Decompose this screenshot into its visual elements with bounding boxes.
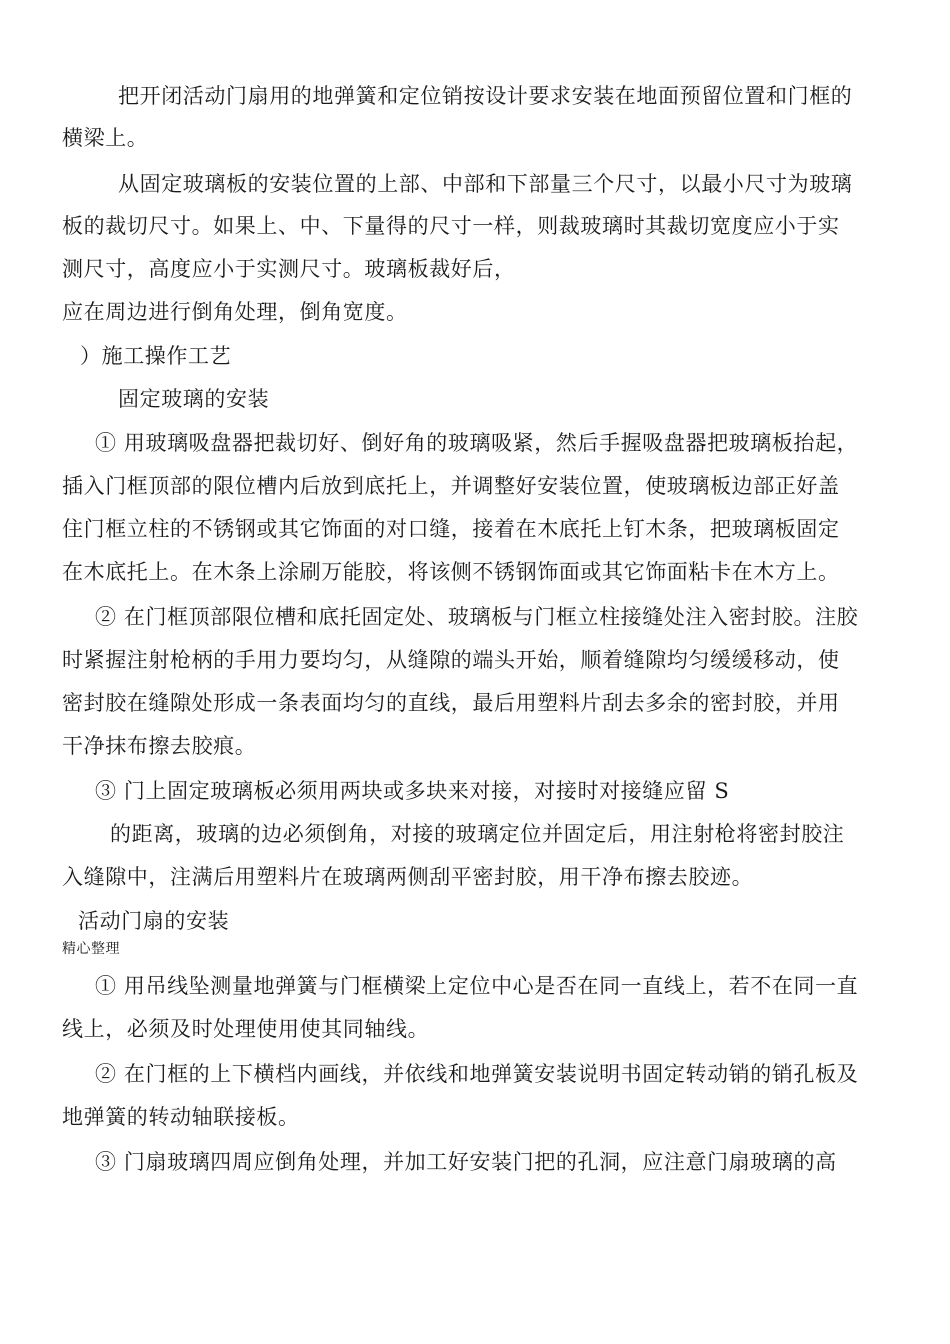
text-line: 把开闭活动门扇用的地弹簧和定位销按设计要求安装在地面预留位置和门框的 [118, 84, 853, 108]
text-line: ③ 门上固定玻璃板必须用两块或多块来对接，对接时对接缝应留 S [95, 779, 730, 803]
text-line: 测尺寸，高度应小于实测尺寸。玻璃板裁好后， [62, 257, 516, 281]
text-line: ③ 门扇玻璃四周应倒角处理，并加工好安装门把的孔洞，应注意门扇玻璃的高 [95, 1150, 837, 1174]
text-line: 在木底托上。在木条上涂刷万能胶，将该侧不锈钢饰面或其它饰面粘卡在木方上。 [62, 560, 840, 584]
section-heading: ）施工操作工艺 [80, 344, 232, 368]
text-line: 线上，必须及时处理使用使其同轴线。 [62, 1017, 430, 1041]
text-line: ② 在门框顶部限位槽和底托固定处、玻璃板与门框立柱接缝处注入密封胶。注胶 [95, 605, 859, 629]
text-line: 横梁上。 [62, 126, 149, 150]
text-line: 入缝隙中，注满后用塑料片在玻璃两侧刮平密封胶，用干净布擦去胶迹。 [62, 865, 754, 889]
text-line: 插入门框顶部的限位槽内后放到底托上，并调整好安装位置，使玻璃板边部正好盖 [62, 474, 840, 498]
text-line: ② 在门框的上下横档内画线，并依线和地弹簧安装说明书固定转动销的销孔板及 [95, 1062, 859, 1086]
text-line: 地弹簧的转动轴联接板。 [62, 1105, 300, 1129]
subsection-heading: 固定玻璃的安装 [118, 387, 270, 411]
text-line: 密封胶在缝隙处形成一条表面均匀的直线，最后用塑料片刮去多余的密封胶，并用 [62, 691, 840, 715]
text-line: 应在周边进行倒角处理，倒角宽度。 [62, 300, 408, 324]
subsection-heading: 活动门扇的安装 [78, 909, 230, 933]
text-line: 时紧握注射枪柄的手用力要均匀，从缝隙的端头开始，顺着缝隙均匀缓缓移动，使 [62, 648, 840, 672]
text-line: 从固定玻璃板的安装位置的上部、中部和下部量三个尺寸，以最小尺寸为玻璃 [118, 172, 853, 196]
text-line: ① 用玻璃吸盘器把裁切好、倒好角的玻璃吸紧，然后手握吸盘器把玻璃板抬起， [95, 431, 859, 455]
text-line: 干净抹布擦去胶痕。 [62, 734, 257, 758]
text-line: ① 用吊线坠测量地弹簧与门框横梁上定位中心是否在同一直线上，若不在同一直 [95, 974, 859, 998]
text-line: 板的裁切尺寸。如果上、中、下量得的尺寸一样，则裁玻璃时其裁切宽度应小于实 [62, 214, 840, 238]
text-line: 的距离，玻璃的边必须倒角，对接的玻璃定位并固定后，用注射枪将密封胶注 [110, 822, 845, 846]
text-line: 住门框立柱的不锈钢或其它饰面的对口缝，接着在木底托上钉木条，把玻璃板固定 [62, 517, 840, 541]
watermark-label: 精心整理 [62, 941, 120, 957]
